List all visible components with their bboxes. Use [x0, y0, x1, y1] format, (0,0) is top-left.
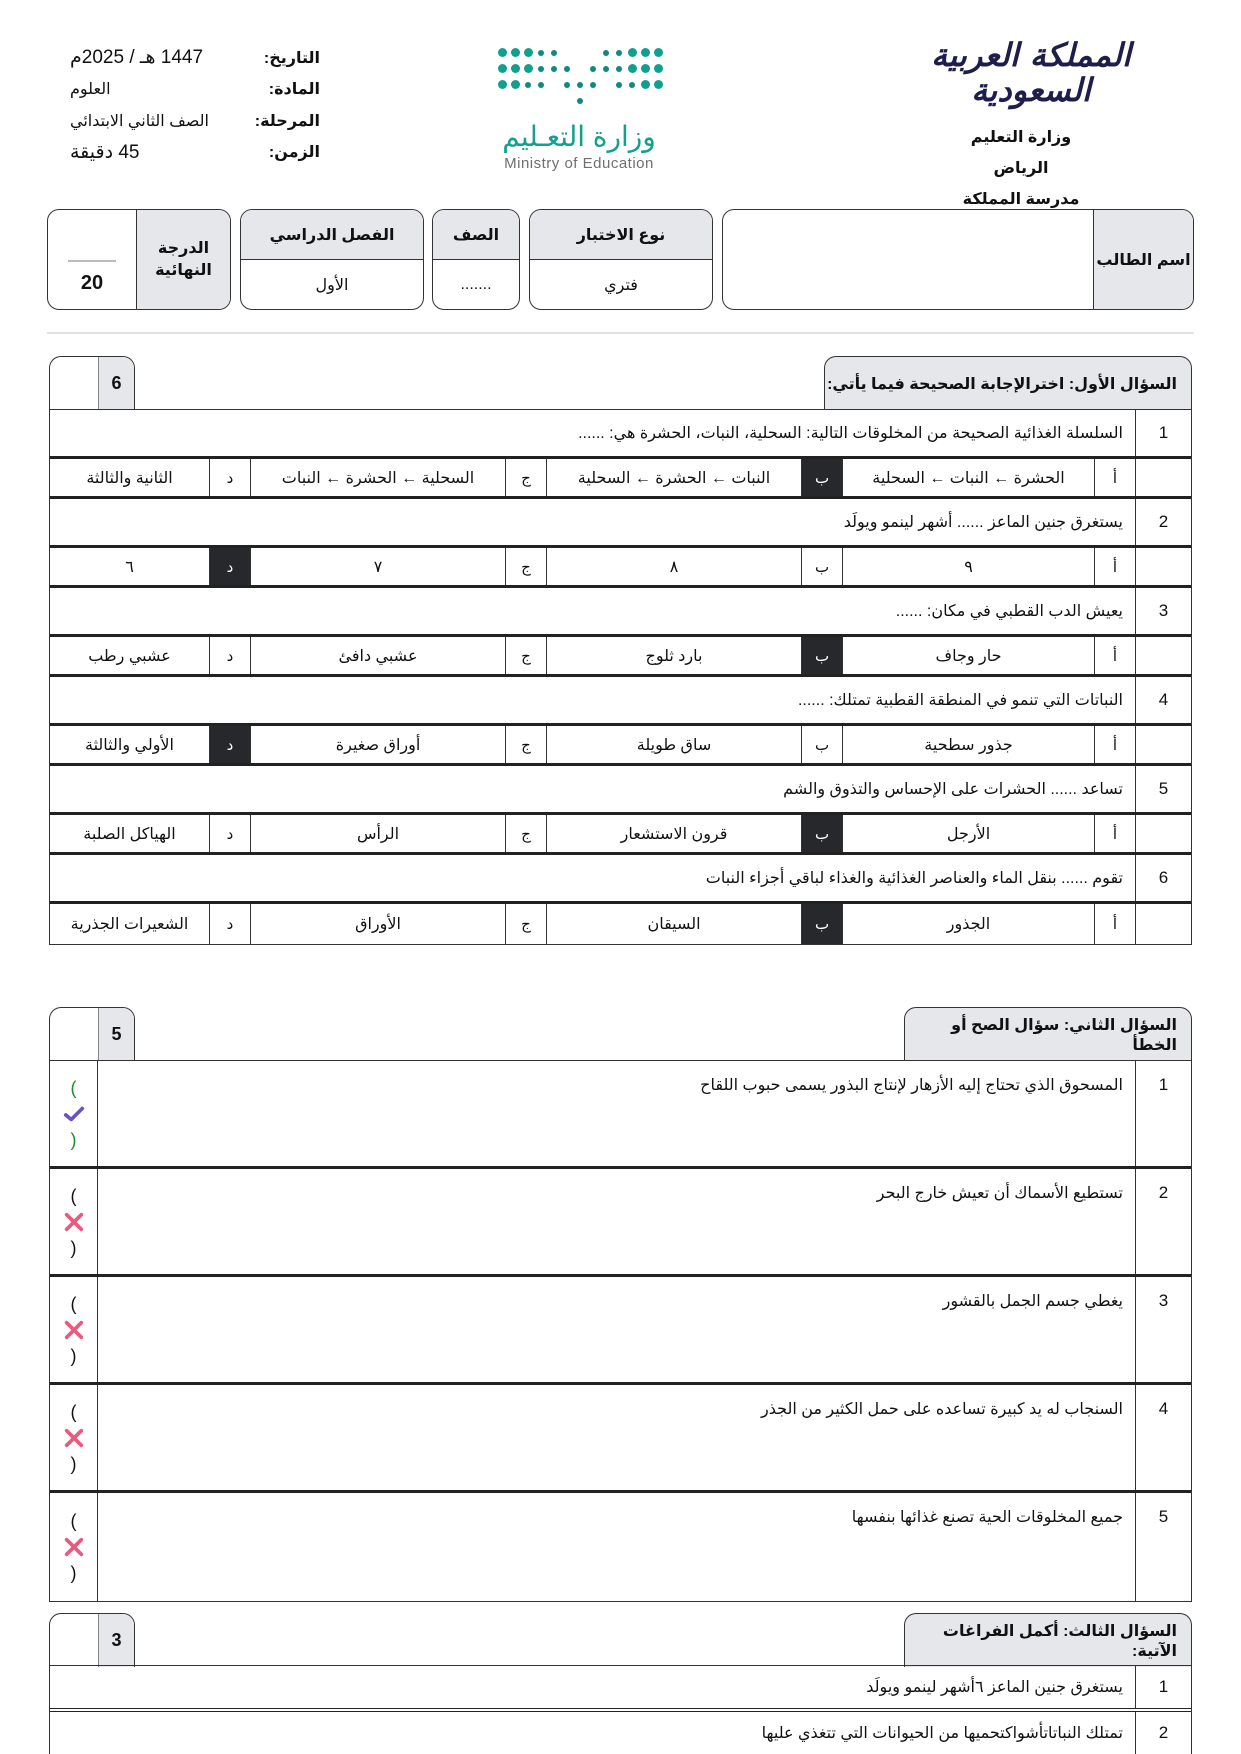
- option-b[interactable]: ساق طويلة: [546, 726, 801, 763]
- divider: [47, 332, 1194, 334]
- question-row: 6 تقوم ...... بنقل الماء والعناصر الغذائية والغذاء لباقي أجزاء النبات: [50, 855, 1191, 904]
- meta-time: الزمن: 45 دقيقة: [70, 141, 320, 163]
- moe-logo-arabic: وزارة التعـليم: [502, 121, 656, 152]
- kingdom-calligraphy-logo: المملكة العربية السعودية: [931, 36, 1131, 110]
- student-name-box: [722, 209, 1194, 310]
- q2-score-box: [49, 1007, 135, 1061]
- question-row: 5 تساعد ...... الحشرات على الإحساس والتذوق والشم: [50, 766, 1191, 815]
- option-letter-c[interactable]: ج: [505, 637, 546, 674]
- student-name-label: اسم الطالب: [1093, 210, 1193, 309]
- option-c[interactable]: عشبي دافئ: [250, 637, 505, 674]
- option-d[interactable]: الشعيرات الجذرية: [70, 916, 189, 933]
- tf-row: 1 المسحوق الذي تحتاج إليه الأزهار لإنتاج البذور يسمى حبوب اللقاح ) (: [50, 1061, 1191, 1169]
- options-row: [50, 548, 1191, 588]
- option-d[interactable]: الهياكل الصلبة: [83, 825, 176, 843]
- moe-logo-english: Ministry of Education: [504, 155, 654, 172]
- question-row: 1 السلسلة الغذائية الصحيحة من المخلوقات التالية: السحلية، النبات، الحشرة هي: ......: [50, 410, 1191, 459]
- option-letter-b-selected[interactable]: ب: [801, 815, 842, 852]
- option-letter-b-selected[interactable]: ب: [801, 904, 842, 944]
- option-letter-c[interactable]: ج: [505, 726, 546, 763]
- option-c[interactable]: أوراق صغيرة: [250, 726, 505, 763]
- moe-logo: [488, 48, 670, 174]
- option-d[interactable]: الثانية والثالثة: [86, 469, 173, 487]
- exam-meta: [60, 42, 320, 168]
- options-row: [50, 459, 1191, 499]
- meta-date: التاريخ: 1447 هـ / 2025م: [70, 47, 320, 69]
- q2-title: السؤال الثاني: سؤال الصح أو الخطأ: [904, 1007, 1192, 1061]
- option-letter-a[interactable]: أ: [1094, 904, 1135, 944]
- option-a[interactable]: ٩: [842, 548, 1094, 585]
- meta-subject: المادة: العلوم: [70, 81, 320, 99]
- answer-mark-cell[interactable]: ) (: [50, 1385, 97, 1490]
- fill-row: 2 تمتلك النباتاتأشواكتحميها من الحيوانات التي تتغذي عليها: [50, 1712, 1191, 1754]
- q2-score: 5: [98, 1008, 134, 1061]
- tf-row: 2 تستطيع الأسماك أن تعيش خارج البحر ) (: [50, 1169, 1191, 1277]
- school-name: مدرسة المملكة: [962, 191, 1080, 209]
- option-letter-d-selected[interactable]: د: [209, 548, 250, 585]
- option-d[interactable]: ٦: [125, 558, 134, 576]
- answer-mark-cell[interactable]: ) (: [50, 1169, 97, 1274]
- semester-box: [240, 209, 424, 310]
- option-a[interactable]: جذور سطحية: [842, 726, 1094, 763]
- x-icon: [63, 1211, 85, 1233]
- option-letter-d-selected[interactable]: د: [209, 726, 250, 763]
- exam-type-box: [529, 209, 713, 310]
- semester-label: الفصل الدراسي: [241, 210, 423, 260]
- final-grade-box: [47, 209, 231, 310]
- q1-mcq-table: [49, 409, 1192, 945]
- option-letter-b[interactable]: ب: [801, 548, 842, 585]
- x-icon: [63, 1319, 85, 1341]
- class-label: الصف: [433, 210, 519, 260]
- ministry-name: وزارة التعليم: [970, 129, 1072, 147]
- option-b[interactable]: السيقان: [546, 904, 801, 944]
- options-row: [50, 815, 1191, 855]
- option-c[interactable]: الرأس: [250, 815, 505, 852]
- option-b[interactable]: بارد ثلوج: [546, 637, 801, 674]
- option-letter-c[interactable]: ج: [505, 904, 546, 944]
- student-name-field[interactable]: [723, 210, 1093, 309]
- option-c[interactable]: الأوراق: [250, 904, 505, 944]
- q1-title: السؤال الأول: اخترالإجابة الصحيحة فيما يأتي:: [824, 356, 1192, 410]
- option-b[interactable]: النبات ← الحشرة ← السحلية: [546, 459, 801, 496]
- option-letter-a[interactable]: أ: [1094, 459, 1135, 496]
- tf-row: 4 السنجاب له يد كبيرة تساعده على حمل الكثير من الجذر ) (: [50, 1385, 1191, 1493]
- final-grade-value: 20: [80, 272, 104, 294]
- grade-fraction-line: [68, 260, 116, 262]
- option-letter-b-selected[interactable]: ب: [801, 637, 842, 674]
- city-name: الرياض: [993, 160, 1049, 178]
- q3-score: 3: [98, 1614, 134, 1667]
- q3-title: السؤال الثالث: أكمل الفراغات الآتية:: [904, 1613, 1192, 1667]
- question-row: 4 النباتات التي تنمو في المنطقة القطبية تمتلك: ......: [50, 677, 1191, 726]
- option-letter-b-selected[interactable]: ب: [801, 459, 842, 496]
- option-c[interactable]: ٧: [250, 548, 505, 585]
- answer-mark-cell[interactable]: ) (: [50, 1493, 97, 1601]
- q3-fill-blanks-table: [49, 1665, 1192, 1754]
- question-row: 3 يعيش الدب القطبي في مكان: ......: [50, 588, 1191, 637]
- answer-mark-cell[interactable]: ) (: [50, 1061, 97, 1166]
- option-c[interactable]: السحلية ← الحشرة ← النبات: [250, 459, 505, 496]
- option-letter-d[interactable]: د: [209, 459, 250, 496]
- x-icon: [63, 1536, 85, 1558]
- option-letter-c[interactable]: ج: [505, 459, 546, 496]
- options-row: [50, 726, 1191, 766]
- option-letter-a[interactable]: أ: [1094, 726, 1135, 763]
- school-header: [921, 36, 1131, 215]
- answer-mark-cell[interactable]: ) (: [50, 1277, 97, 1382]
- q1-score: 6: [98, 357, 134, 410]
- fill-row: 1 يستغرق جنين الماعز ٦أشهر لينمو ويولَد: [50, 1666, 1191, 1712]
- option-d[interactable]: عشبي رطب: [88, 647, 171, 665]
- option-letter-a[interactable]: أ: [1094, 637, 1135, 674]
- x-icon: [63, 1427, 85, 1449]
- meta-stage: المرحلة: الصف الثاني الابتدائي: [70, 112, 320, 130]
- option-letter-a[interactable]: أ: [1094, 548, 1135, 585]
- final-grade-value-cell: [48, 210, 136, 309]
- q3-score-box: [49, 1613, 135, 1667]
- option-letter-d[interactable]: د: [209, 904, 250, 944]
- option-letter-d[interactable]: د: [209, 815, 250, 852]
- final-grade-label: الدرجة النهائية: [136, 210, 230, 309]
- q1-score-box: [49, 356, 135, 410]
- options-row: [50, 904, 1191, 944]
- option-a[interactable]: حار وجاف: [842, 637, 1094, 674]
- exam-type-value: فتري: [604, 277, 638, 294]
- option-letter-d[interactable]: د: [209, 637, 250, 674]
- option-d[interactable]: الأولي والثالثة: [85, 736, 174, 754]
- option-a[interactable]: الحشرة ← النبات ← السحلية: [842, 459, 1094, 496]
- question-row: 2 يستغرق جنين الماعز ...... أشهر لينمو ويولَد: [50, 499, 1191, 548]
- option-letter-a[interactable]: أ: [1094, 815, 1135, 852]
- option-a[interactable]: الجذور: [842, 904, 1094, 944]
- moe-dots-icon: [488, 48, 670, 110]
- tf-row: 3 يغطي جسم الجمل بالقشور ) (: [50, 1277, 1191, 1385]
- option-letter-b[interactable]: ب: [801, 726, 842, 763]
- options-row: [50, 637, 1191, 677]
- option-letter-c[interactable]: ج: [505, 815, 546, 852]
- semester-value: الأول: [315, 277, 349, 294]
- option-b[interactable]: قرون الاستشعار: [546, 815, 801, 852]
- tf-row: 5 جميع المخلوقات الحية تصنع غذائها بنفسها ) (: [50, 1493, 1191, 1601]
- class-value[interactable]: .......: [460, 276, 492, 293]
- q2-true-false-table: [49, 1060, 1192, 1602]
- exam-type-label: نوع الاختبار: [530, 210, 712, 260]
- check-icon: [63, 1103, 85, 1125]
- option-b[interactable]: ٨: [546, 548, 801, 585]
- option-a[interactable]: الأرجل: [842, 815, 1094, 852]
- class-box: [432, 209, 520, 310]
- option-letter-c[interactable]: ج: [505, 548, 546, 585]
